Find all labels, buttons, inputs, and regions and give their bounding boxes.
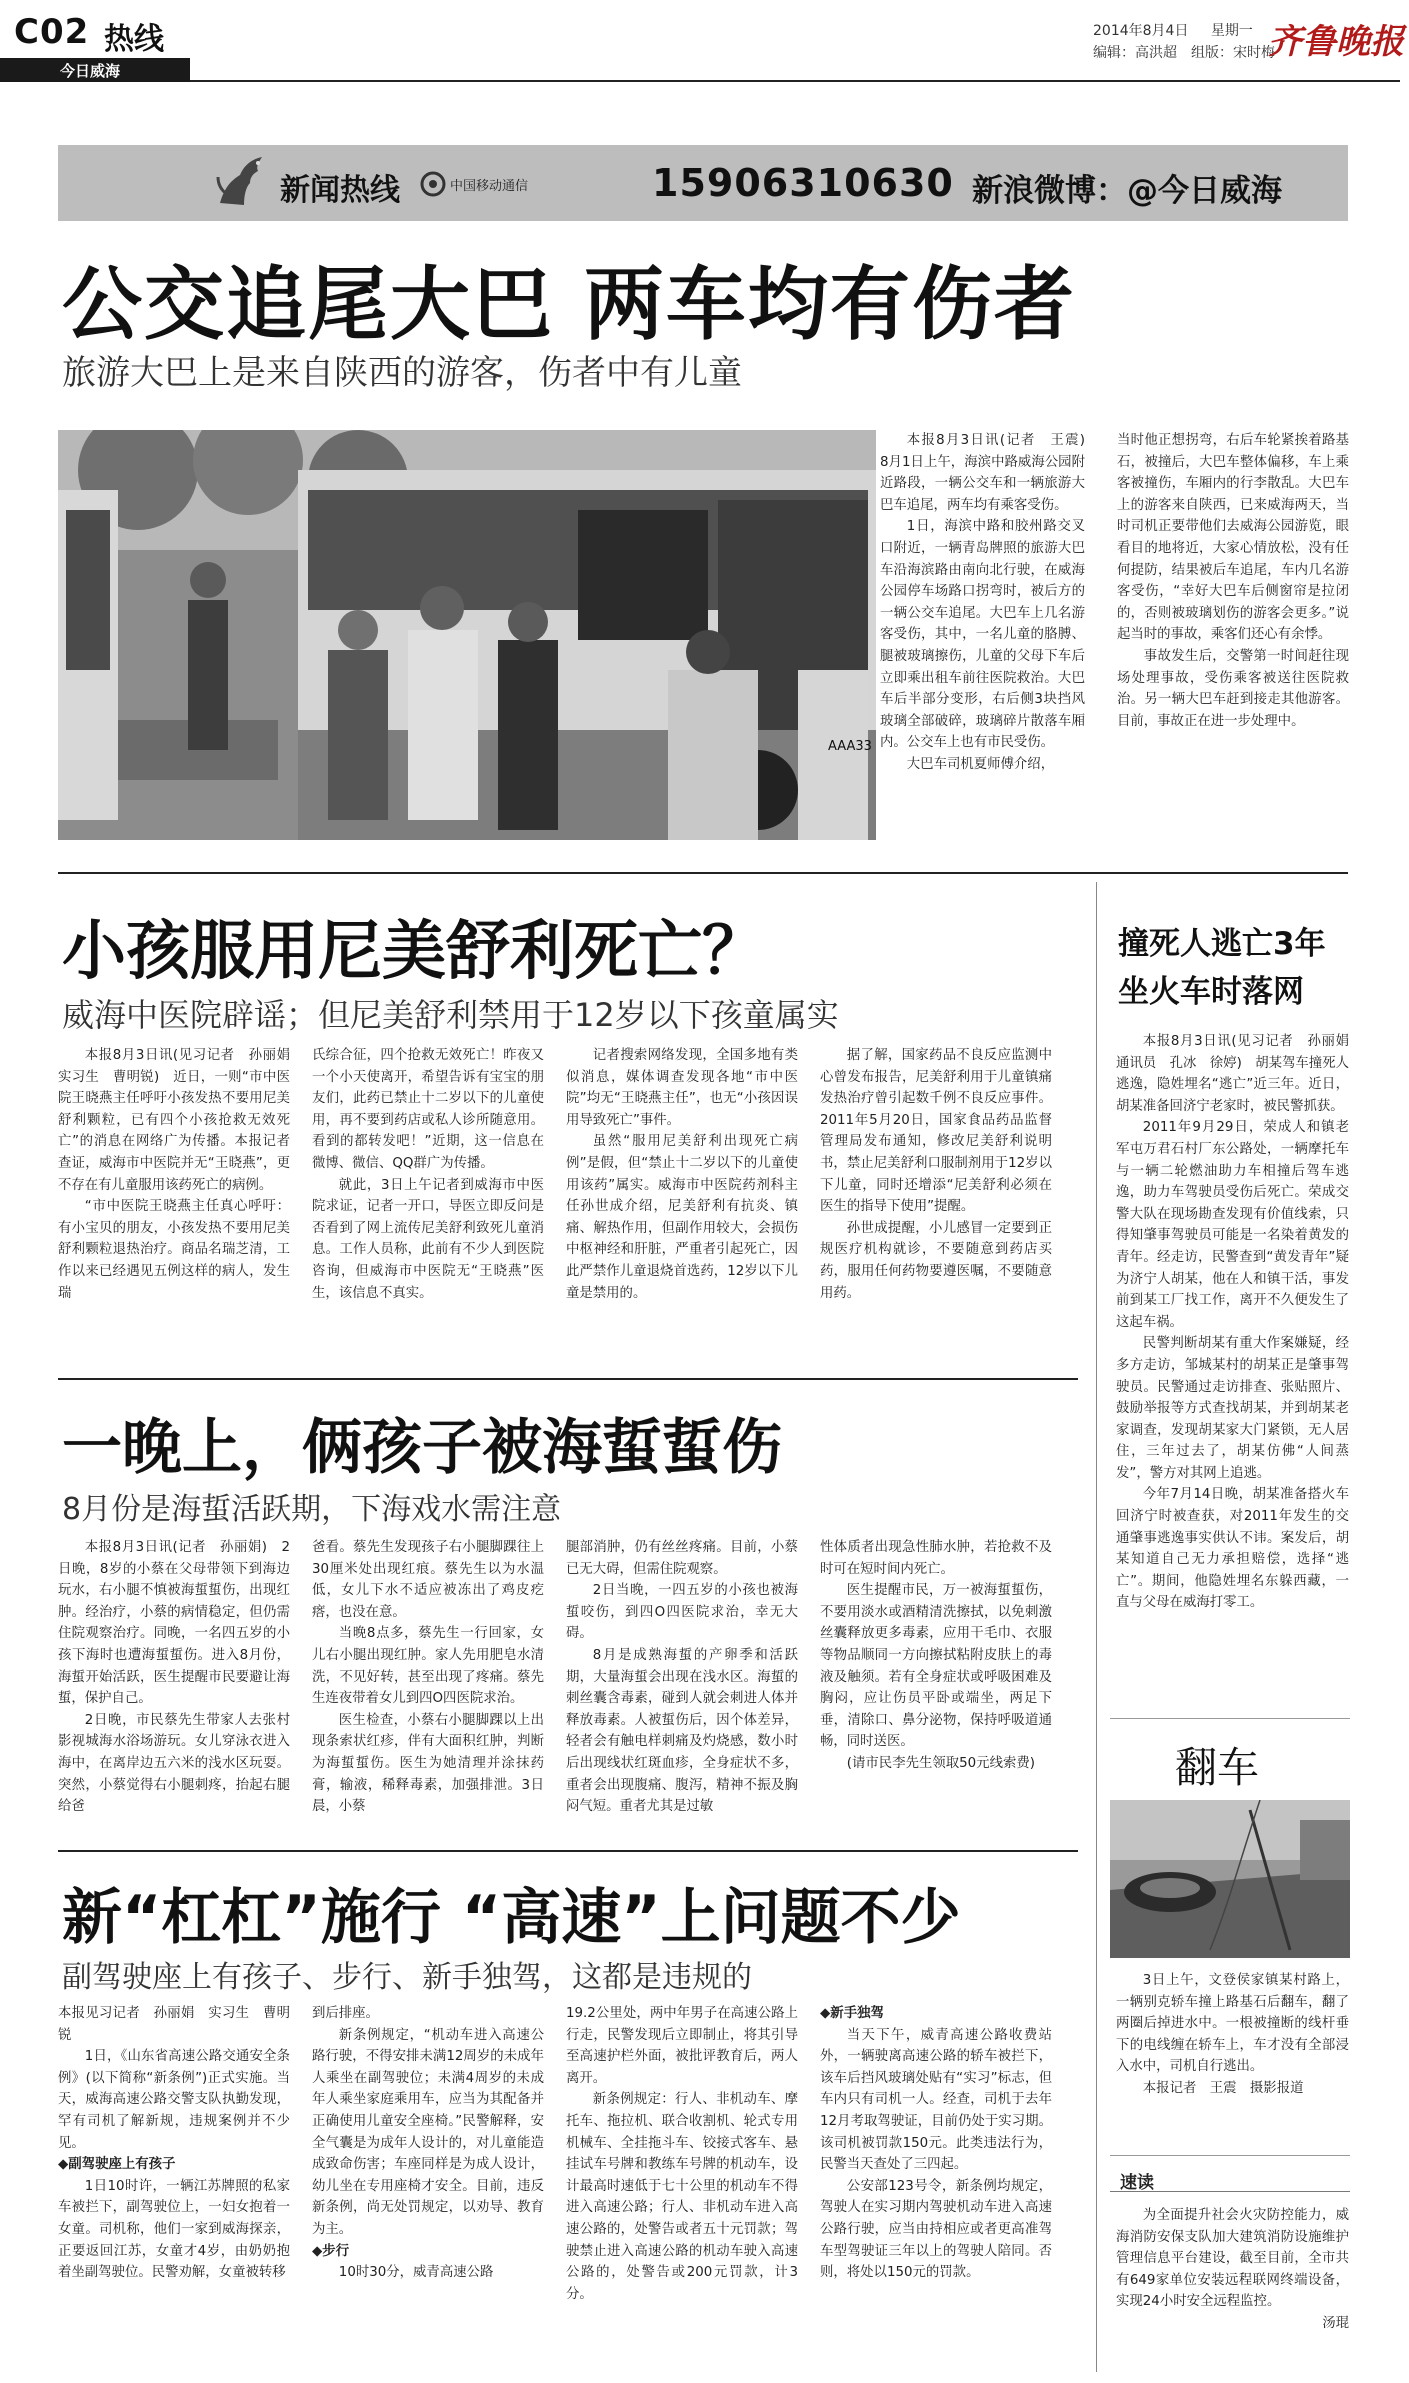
issue-weekday: 星期一: [1210, 23, 1253, 39]
side2-top-rule: [1110, 1718, 1350, 1719]
story3-bottom-rule: [58, 1850, 1078, 1852]
sidebar-divider: [1096, 882, 1097, 2372]
story4-sub-novice: ◆新手独驾: [820, 2006, 884, 2021]
story3-p9: 性体质者出现急性肺水肿，若抢救不及时可在短时间内死亡。: [820, 1540, 1052, 1577]
side1-body: [1116, 1031, 1363, 1614]
story4-col1: [58, 2003, 290, 2284]
story3-p5: 医生检查，小蔡右小腿脚踝以上出现条索状红疹，伴有大面积红肿，判断为海蜇蜇伤。医生为她清理并涂抹药膏，输液，稀释毒素，加强排泄。3日晨，小蔡: [312, 1712, 544, 1815]
story4-deck: 副驾驶座上有孩子、步行、新手独驾，这都是违规的: [62, 1960, 752, 1995]
story1-col1: [880, 430, 1099, 776]
story4-col4: [820, 2003, 1052, 2284]
story2-bottom-rule: [58, 1378, 1078, 1380]
story2-col2: [312, 1045, 544, 1304]
side1-headline-l2: 坐火车时落网: [1118, 974, 1304, 1010]
story3-col2: [312, 1537, 544, 1818]
story1-p4: 当时他正想拐弯，右后车轮紧挨着路基石，被撞后，大巴车整体偏移，车上乘客被撞伤，车厢内的行李散乱。大巴车上的游客来自陕西，已来威海两天，当时司机正要带他们去威海公园游览，眼看目的地将近，大家心情放松，没有任何提防，结果被后车追尾，车内几名游客受伤，“幸好大巴车后侧窗帘是拉闭的，否则被玻璃划伤的游客会更多。”说起当时的事故，乘客们还心有余悸。: [1117, 433, 1349, 643]
subsection-bar: [0, 58, 190, 82]
story1-p3: 大巴车司机夏师傅介绍，: [906, 756, 1055, 772]
story4-p8: 当天下午，威青高速公路收费站外，一辆驶离高速公路的轿车被拦下，该车后挡风玻璃处贴有“实习”标志，但车内只有司机一人。经查，司机于去年12月考取驾驶证，目前仍处于实习期。该司机被罚款150元。此类违法行为，民警当天查处了三四起。: [820, 2027, 1052, 2173]
story3-p7: 2日当晚，一四五岁的小孩也被海蜇咬伤，到四O四医院求治，幸无大碍。: [566, 1583, 798, 1642]
masthead: [0, 0, 1409, 90]
story3-col4: [820, 1537, 1052, 1775]
story4-byline: 本报见习记者 孙丽娟 实习生 曹明锐: [58, 2006, 290, 2043]
hotline-phone: 15906310630: [652, 161, 954, 205]
side1-p3: 民警判断胡某有重大作案嫌疑，经多方走访，邹城某村的胡某正是肇事驾驶员。民警通过走访排查、张贴照片、鼓励举报等方式查找胡某，并到胡某老家调查，发现胡某家大门紧锁，无人居住，三年过去了，胡某仿佛“人间蒸发”，警方对其网上追逃。: [1116, 1336, 1349, 1481]
story1-headline: 公交追尾大巴 两车均有伤者: [62, 258, 1076, 351]
story3-p3: 爸看。蔡先生发现孩子右小腿脚踝往上30厘米处出现红痕。蔡先生以为水温低，女儿下水不适应被冻出了鸡皮疙瘩，也没在意。: [312, 1540, 544, 1620]
story1-p1: 本报8月3日讯(记者 王震) 8月1日上午，海滨中路威海公园附近路段，一辆公交车和一辆旅游大巴车追尾，两车均有乘客受伤。: [880, 433, 1099, 513]
horse-logo-icon: [208, 151, 272, 215]
newspaper-logo: 齐鲁晚报: [1268, 22, 1404, 62]
side1-p4: 今年7月14日晚，胡某准备搭火车回济宁时被查获，对2011年发生的交通肇事逃逸事实供认不讳。案发后，胡某知道自己无力承担赔偿，选择“逃亡”。期间，他隐姓埋名东躲西藏，一直与父母在威海打零工。: [1116, 1487, 1349, 1611]
story4-p3: 到后排座。: [312, 2006, 379, 2021]
weibo-handle: 新浪微博：@今日威海: [972, 173, 1282, 209]
hotline-label: 新闻热线: [280, 173, 400, 208]
story3-p8: 8月是成熟海蜇的产卵季和活跃期，大量海蜇会出现在浅水区。海蜇的刺丝囊含毒素，碰到人就会刺进人体并释放毒素。人被蜇伤后，因个体差异，轻者会有触电样刺痛及灼烧感，数小时后出现线状红斑血疹，全身症状不多，重者会出现腹痛、腹泻，精神不振及胸闷气短。重者尤其是过敏: [566, 1647, 798, 1815]
masthead-date-block: [1093, 20, 1275, 64]
story3-deck: 8月份是海蜇活跃期，下海戏水需注意: [62, 1492, 562, 1527]
story2-col1: [58, 1045, 304, 1304]
story4-p7: 新条例规定：行人、非机动车、摩托车、拖拉机、联合收割机、轮式专用机械车、全挂拖斗车、铰接式客车、悬挂试车号牌和教练车号牌的机动车，设计最高时速低于七十公里的机动车不得进入高速公路；行人、非机动车进入高速公路的，处警告或者五十元罚款；驾驶禁止进入高速公路的机动车驶入高速公路的，处警告或200元罚款，计3分。: [566, 2092, 798, 2302]
story3-col1: [58, 1537, 290, 1818]
story3-p10: 医生提醒市民，万一被海蜇蜇伤，不要用淡水或酒精清洗擦拭，以免刺激丝囊释放更多毒素，应用干毛巾、衣服等物品顺同一方向擦拭粘附皮肤上的毒液及触须。若有全身症状或呼吸困难及胸闷，应让伤员平卧或端坐，两足下垂，清除口、鼻分泌物，保持呼吸道通畅，同时送医。: [820, 1583, 1052, 1750]
side1-p1: 本报8月3日讯(见习记者 孙丽娟 通讯员 孔冰 徐婷) 胡某驾车撞死人逃逸，隐姓埋名“逃亡”近三年。近日，胡某准备回济宁老家时，被民警抓获。: [1116, 1034, 1363, 1114]
story2-p3: 氏综合征，四个抢救无效死亡！昨夜又一个小天使离开，希望告诉有宝宝的朋友们，此药已禁止十二岁以下的儿童使用，再不要到药店或私人诊所随意用。看到的都转发吧！”近期，这一信息在微博、微信、QQ群广为传播。: [312, 1048, 544, 1171]
side3-label-box: [1110, 2168, 1350, 2192]
story2-p5: 记者搜索网络发现，全国多地有类似消息，媒体调查发现各地“市中医院”均无“王晓燕主任”，也无“小孩因误用导致死亡”事件。: [566, 1048, 798, 1128]
rollover-photo: [1110, 1800, 1350, 1958]
side2-caption: 3日上午，文登侯家镇某村路上，一辆别克轿车撞上路基石后翻车，翻了两圈后掉进水中。一根被撞断的线杆垂下的电线缠在轿车上，车才没有全部浸入水中，司机自行逃出。: [1116, 1973, 1349, 2075]
carrier-badge: [420, 169, 546, 199]
side3-text: 为全面提升社会火灾防控能力，威海消防安保支队加大建筑消防设施维护管理信息平台建设，截至目前，全市共有649家单位安装远程联网终端设备，实现24小时安全远程监控。: [1116, 2208, 1349, 2310]
story4-headline: 新“杠杠”施行 “高速”上问题不少: [62, 1883, 961, 1953]
story3-p4: 当晚8点多，蔡先生一行回家，女儿右小腿出现红肿。家人先用肥皂水清洗，不见好转，甚至出现了疼痛。蔡先生连夜带着女儿到四O四医院求治。: [312, 1626, 544, 1707]
side3-author: 汤琨: [1322, 2315, 1349, 2331]
story2-p2: “市中医院王晓燕主任真心呼吁：有小宝贝的朋友，小孩发热不要用尼美舒利颗粒退热治疗。商品名瑞芝清，工作以来已经遇见五例这样的病人，发生瑞: [58, 1199, 290, 1301]
story4-p9: 公安部123号令，新条例均规定，驾驶人在实习期内驾驶机动车进入高速公路行驶，应当由持相应或者更高准驾车型驾驶证三年以上的驾驶人陪同。否则，将处以150元的罚款。: [820, 2178, 1052, 2281]
story2-col4: [820, 1045, 1052, 1304]
story4-p6: 19.2公里处，两中年男子在高速公路上行走，民警发现后立即制止，将其引导至高速护栏外面，被批评教育后，两人离开。: [566, 2006, 798, 2086]
masthead-rule: [190, 80, 1400, 82]
story3-p2: 2日晚，市民蔡先生带家人去张村影视城海水浴场游玩。女儿穿泳衣进入海中，在离岸边五六米的浅水区玩耍。突然，小蔡觉得右小腿刺疼，抬起右腿给爸: [58, 1712, 290, 1815]
story4-p1: 1日，《山东省高速公路交通安全条例》(以下简称“新条例”)正式实施。当天，威海高速公路交警支队执勤发现，罕有司机了解新规，违规案例并不少见。: [58, 2049, 290, 2151]
china-mobile-icon: [420, 171, 446, 197]
side2-headline: 翻车: [1175, 1743, 1260, 1792]
subsection-label: 今日威海: [60, 62, 121, 80]
story2-p1: 本报8月3日讯(见习记者 孙丽娟 实习生 曹明锐) 近日，一则“市中医院王晓燕主任呼吁小孩发热不要用尼美舒利颗粒，已有四个小孩抢救无效死亡”的消息在网络广为传播。本报记者查证，威海市中医院并无“王晓燕”，更不存在有儿童服用该药死亡的病例。: [58, 1048, 304, 1193]
story4-sub-child: ◆副驾驶座上有孩子: [58, 2157, 176, 2173]
story1-col2: [1117, 430, 1349, 732]
story4-p2: 1日10时许，一辆江苏牌照的私家车被拦下，副驾驶位上，一妇女抱着一女童。司机称，他们一家到威海探亲，正要返回江苏，女童才4岁，由奶奶抱着坐副驾驶位。民警劝解，女童被转移: [58, 2178, 290, 2281]
story2-headline: 小孩服用尼美舒利死亡？: [62, 915, 766, 989]
story2-p8: 孙世成提醒，小儿感冒一定要到正规医疗机构就诊，不要随意到药店买药，服用任何药物要遵医嘱，不要随意用药。: [820, 1220, 1052, 1301]
story3-p11: (请市民李先生领取50元线索费): [846, 1755, 1035, 1771]
carrier-label: 中国移动通信: [450, 179, 529, 194]
story4-p4: 新条例规定，“机动车进入高速公路行驶，不得安排未满12周岁的未成年人乘坐在副驾驶位；未满4周岁的未成年人乘坐家庭乘用车，应当为其配备并正确使用儿童安全座椅。”民警解释，安全气囊是为成年人设计的，对儿童能造成致命伤害；车座同样是为成人设计，幼儿坐在专用座椅才安全。目前，违反新条例，尚无处罚规定，以劝导、教育为主。: [312, 2027, 544, 2237]
story3-p1: 本报8月3日讯(记者 孙丽娟) 2日晚，8岁的小蔡在父母带领下到海边玩水，右小腿不慎被海蜇蜇伤，出现红肿。经治疗，小蔡的病情稳定，但仍需住院观察治疗。同晚，一名四五岁的小孩下海时也遭海蜇蜇伤。进入8月份，海蜇开始活跃，医生提醒市民要避让海蜇，保护自己。: [58, 1540, 290, 1707]
side1-headline-l1: 撞死人逃亡3年: [1118, 926, 1326, 962]
side3-label: 速读: [1120, 2173, 1154, 2193]
story3-p6: 腿部消肿，仍有丝丝疼痛。目前，小蔡已无大碍，但需住院观察。: [566, 1540, 798, 1577]
side2-caption-block: [1116, 1970, 1349, 2100]
story4-col3: [566, 2003, 798, 2305]
side2-credit: 本报记者 王震 摄影报道: [1142, 2080, 1304, 2096]
story2-deck: 威海中医院辟谣；但尼美舒利禁用于12岁以下孩童属实: [62, 996, 839, 1034]
side1-p2: 2011年9月29日，荣成人和镇老军屯万君石村厂东公路处，一辆摩托车与一辆二轮燃油助力车相撞后驾车逃逸，助力车驾驶员受伤后死亡。荣成交警大队在现场勘查发现有价值线索，只得知肇事驾驶员可能是一名染着黄发的青年。经走访，民警查到“黄发青年”疑为济宁人胡某，他在人和镇干活，事发前到某工厂找工作，离开不久便发生了这起车祸。: [1116, 1120, 1349, 1330]
story4-p5: 10时30分，威青高速公路: [338, 2265, 494, 2281]
story3-headline: 一晚上，俩孩子被海蜇蜇伤: [62, 1413, 782, 1483]
story4-col2: [312, 2003, 544, 2284]
story3-col3: [566, 1537, 798, 1818]
bus-accident-photo: [58, 430, 876, 840]
story1-bottom-rule: [58, 872, 1348, 874]
story2-p7: 据了解，国家药品不良反应监测中心曾发布报告，尼美舒利用于儿童镇痛发热治疗曾引起数千例不良反应事件。2011年5月20日，国家食品药品监督管理局发布通知，修改尼美舒利说明书，禁止尼美舒利口服制剂用于12岁以下儿童，同时还增添“尼美舒利必须在医生的指导下使用”提醒。: [820, 1048, 1052, 1215]
story1-p2: 1日，海滨中路和胶州路交叉口附近，一辆青岛牌照的旅游大巴车沿海滨路由南向北行驶，在威海公园停车场路口拐弯时，被后方的一辆公交车追尾。大巴车上几名游客受伤，其中，一名儿童的胳膊、腿被玻璃擦伤，儿童的父母下车后立即乘出租车前往医院救治。大巴车后半部分变形，右后侧3块挡风玻璃全部破碎，玻璃碎片散落车厢内。公交车上也有市民受伤。: [880, 519, 1085, 751]
story1-p5: 事故发生后，交警第一时间赶往现场处理事故，受伤乘客被送往医院救治。另一辆大巴车赶到接走其他游客。目前，事故正在进一步处理中。: [1117, 648, 1349, 729]
side3-body: [1116, 2205, 1349, 2335]
side3-top-rule: [1110, 2155, 1350, 2156]
editor-line: 编辑：高洪超 组版：宋时梅: [1093, 45, 1275, 61]
hotline-banner: [58, 145, 1348, 221]
story2-p4: 就此，3日上午记者到威海市中医院求证，记者一开口，导医立即反问是否看到了网上流传尼美舒利致死儿童消息。工作人员称，此前有不少人到医院咨询，但威海市中医院无“王晓燕”医生，该信息不真实。: [312, 1177, 544, 1301]
story2-col3: [566, 1045, 798, 1304]
section-title: 热线: [104, 22, 164, 57]
story2-p6: 虽然“服用尼美舒利出现死亡病例”是假，但“禁止十二岁以下的儿童使用该药”属实。威海市中医院药剂科主任孙世成介绍，尼美舒利有抗炎、镇痛、解热作用，但副作用较大，会损伤中枢神经和肝脏，严重者引起死亡，因此严禁作儿童退烧首选药，12岁以下儿童是禁用的。: [566, 1134, 798, 1301]
bus-plate: AAA33: [828, 739, 872, 754]
story4-sub-walk: ◆步行: [312, 2243, 350, 2259]
story1-deck: 旅游大巴上是来自陕西的游客，伤者中有儿童: [62, 353, 742, 393]
page-code: C02: [14, 12, 90, 52]
issue-date: 2014年8月4日: [1093, 23, 1189, 39]
